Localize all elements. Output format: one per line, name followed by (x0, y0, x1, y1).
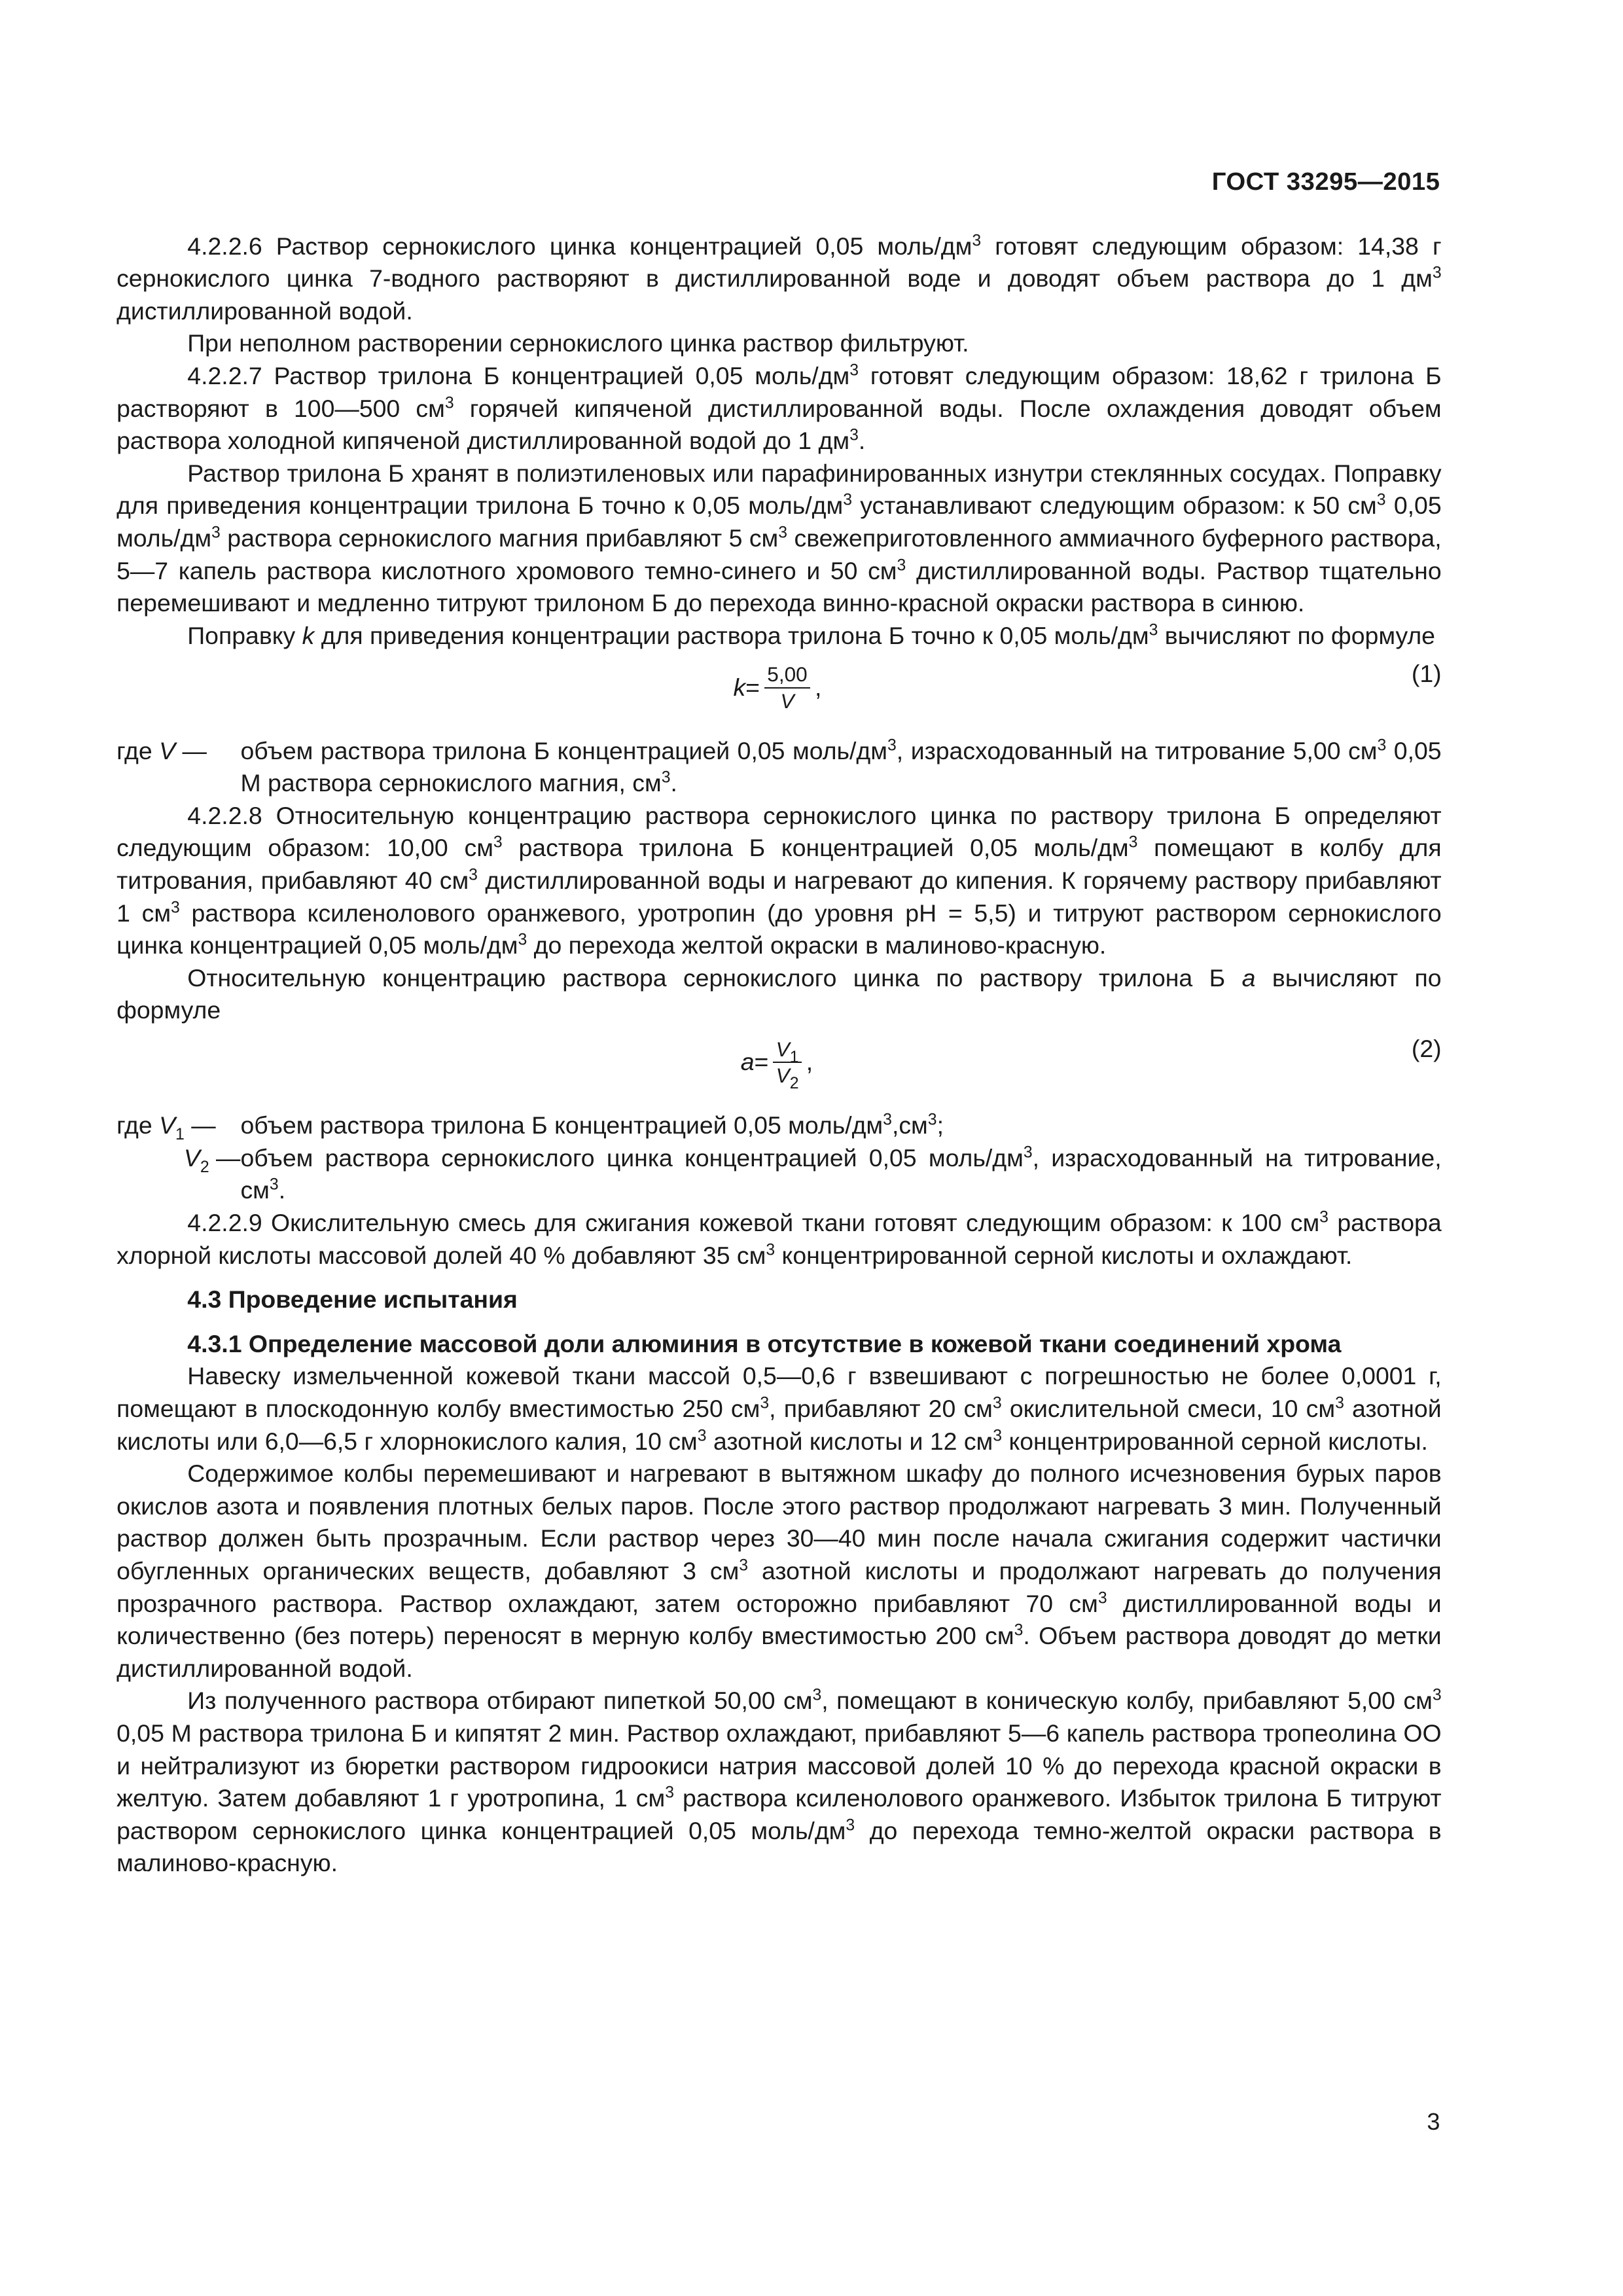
subsection-heading-4-3-1: 4.3.1 Определение массовой доли алюминия в отсутствие в кожевой ткани соединений хрома (187, 1329, 1342, 1357)
paragraph-4-2-2-7: 4.2.2.7 Раствор трилона Б концентрацией 0,05 моль/$дм^3$ готовят следующим образом: 18,62 г трилона Б растворяют в 100—500 $см^3$ горячей кипяченой дистиллированной воды. После охлаждения доводят объем раствора холодной кипяченой дистиллированной водой до 1 $дм^3$. (116, 361, 1442, 455)
paragraph-4-2-2-9: 4.2.2.9 Окислительную смесь для сжигания кожевой ткани готовят следующим образом: к 100 $см^3$ раствора хлорной кислоты массовой долей 40 % добавляют 35 $см^3$ концентрированной серной кислоты и охлаждают. (116, 1208, 1442, 1269)
definition-v2: $V_2$ — объем раствора сернокислого цинка концентрацией 0,05 моль/$дм^3$, израсходованный на титрование, $см^3$. (183, 1143, 1442, 1204)
paragraph-sample-weighing: Навеску измельченной кожевой ткани массой 0,5—0,6 г взвешивают с погрешностью не более 0,0001 г, помещают в плоскодонную колбу вместимостью 250 $см^3$, прибавляют 20 $см^3$ окислительной смеси, 10 $см^3$ азотной кислоты или 6,0—6,5 г хлорнокислого калия, 10 $см^3$ азотной кислоты и 12 $см^3$ концентрированной серной кислоты. (116, 1362, 1442, 1455)
paragraph-relative-concentration: Относительную концентрацию раствора сернокислого цинка по раствору трилона Б a вычисляют по формуле (116, 963, 1442, 1024)
formula-2-number: (2) (1411, 1035, 1442, 1062)
formula-1-number: (1) (1411, 660, 1442, 688)
paragraph-4-2-2-6: 4.2.2.6 Раствор сернокислого цинка концентрацией 0,05 моль/$дм^3$ готовят следующим образом: 14,38 г сернокислого цинка 7-водного растворяют в дистиллированной воде и доводят объем раствора до 1 $дм^3$ дистиллированной водой. (116, 232, 1442, 325)
formula-2 (116, 1033, 1442, 1101)
formula-2-expression: a = $\frac{V_1}{V_2}$ , (740, 1037, 813, 1093)
formula-2-fraction: $\frac{V_1}{V_2}$ (773, 1037, 802, 1088)
paragraph-flask-heating: Содержимое колбы перемешивают и нагревают в вытяжном шкафу до полного исчезновения бурых паров окислов азота и появления плотных белых паров. После этого раствор продолжают нагревать 3 мин. Полученный раствор должен быть прозрачным. Если раствор через 30—40 мин после начала сжигания содержит частички обугленных органических веществ, добавляют 3 $см^3$ азотной кислоты и продолжают нагревать до получения прозрачного раствора. Раствор охлаждают, затем осторожно прибавляют 70 $см^3$ дистиллированной воды и количественно (без потерь) переносят в мерную колбу вместимостью 200 $см^3$. Объем раствора доводят до метки дистиллированной водой. (116, 1460, 1442, 1682)
paragraph-correction-k: Поправку k для приведения концентрации раствора трилона Б точно к 0,05 моль/$дм^3$ вычисляют по формуле (187, 621, 1435, 649)
formula-1-expression: k = $\frac{5,00}{V}$ , (733, 662, 822, 713)
document-body (116, 230, 1442, 1880)
paragraph-filter-note: При неполном растворении сернокислого цинка раствор фильтруют. (187, 329, 969, 357)
paragraph-4-2-2-8: 4.2.2.8 Относительную концентрацию раствора сернокислого цинка по раствору трилона Б определяют следующим образом: 10,00 $см^3$ раствора трилона Б концентрацией 0,05 моль/$дм^3$ помещают в колбу для титрования, прибавляют 40 $см^3$ дистиллированной воды и нагревают до кипения. К горячему раствору прибавляют 1 $см^3$ раствора ксиленолового оранжевого, уротропин (до уровня pH = 5,5) и титруют раствором сернокислого цинка концентрацией 0,05 моль/$дм^3$ до перехода желтой окраски в малиново-красную. (116, 801, 1442, 960)
definition-v: где V — объем раствора трилона Б концентрацией 0,05 моль/$дм^3$, израсходованный на титрование 5,00 $см^3$ 0,05 М раствора сернокислого магния, $см^3$. (116, 736, 1442, 797)
formula-1-fraction: $\frac{5,00}{V}$ (764, 662, 810, 713)
definition-v1: где $V_1$ — объем раствора трилона Б концентрацией 0,05 моль/$дм^3,см^3$; (116, 1111, 944, 1144)
standard-code-header: ГОСТ 33295—2015 (1211, 167, 1440, 196)
formula-1 (116, 658, 1442, 726)
page-number: 3 (1427, 2108, 1440, 2136)
paragraph-pipette-titration: Из полученного раствора отбирают пипеткой 50,00 $см^3$, помещают в коническую колбу, прибавляют 5,00 $см^3$ 0,05 М раствора трилона Б и кипятят 2 мин. Раствор охлаждают, прибавляют 5—6 капель раствора тропеолина ОО и нейтрализуют из бюретки раствором гидроокиси натрия массовой долей 10 % до перехода красной окраски в желтую. Затем добавляют 1 г уротропина, 1 $см^3$ раствора ксиленолового оранжевого. Избыток трилона Б титруют раствором сернокислого цинка концентрацией 0,05 моль/$дм^3$ до перехода темно-желтой окраски раствора в малиново-красную. (116, 1686, 1442, 1877)
section-heading-4-3: 4.3 Проведение испытания (187, 1285, 518, 1314)
paragraph-trilon-storage: Раствор трилона Б хранят в полиэтиленовых или парафинированных изнутри стеклянных сосудах. Поправку для приведения концентрации трилона Б точно к 0,05 моль/$дм^3$ устанавливают следующим образом: к 50 $см^3$ 0,05 моль/$дм^3$ раствора сернокислого магния прибавляют 5 $см^3$ свежеприготовленного аммиачного буферного раствора, 5—7 капель раствора кислотного хромового темно-синего и 50 $см^3$ дистиллированной воды. Раствор тщательно перемешивают и медленно титруют трилоном Б до перехода винно-красной окраски раствора в синюю. (116, 459, 1442, 617)
